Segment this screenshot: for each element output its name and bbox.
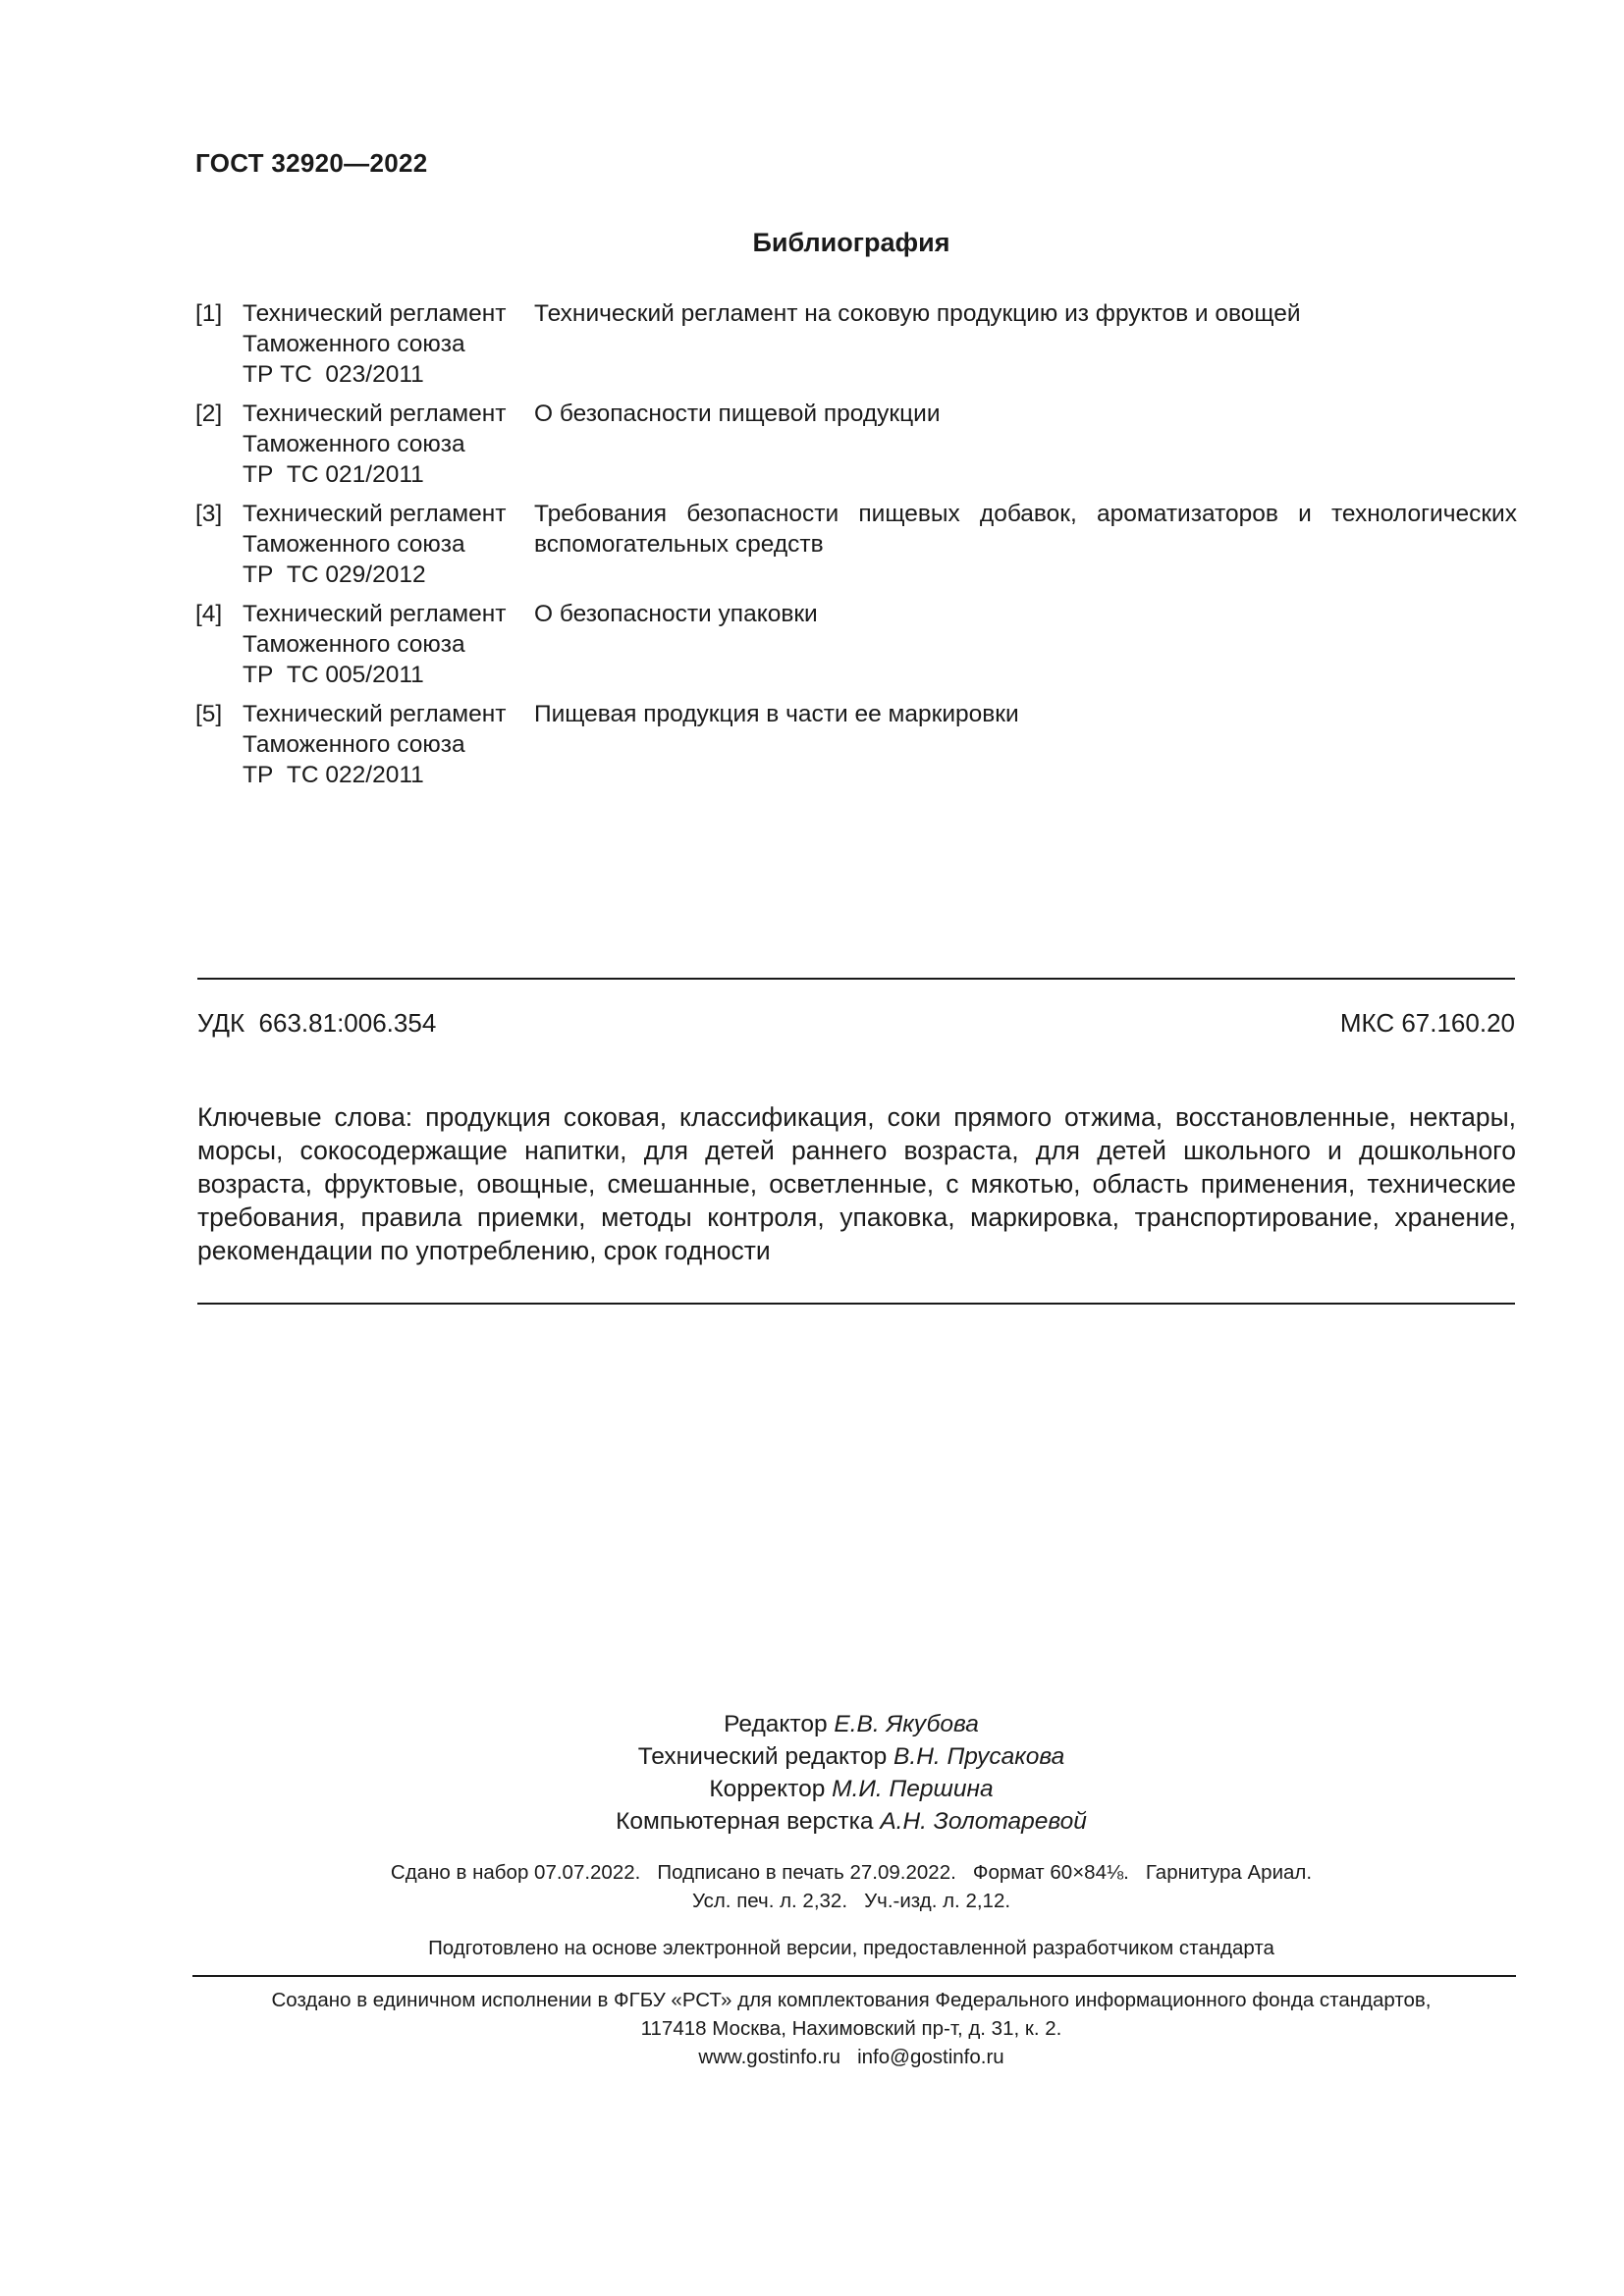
credit-name: А.Н. Золотаревой [880, 1808, 1087, 1835]
regulation-line: Таможенного союза [243, 631, 465, 658]
print-info [0, 1858, 1624, 1915]
regulation-code: ТР ТС 029/2012 [243, 561, 426, 588]
publisher-info [0, 1986, 1624, 2071]
entry-regulation [243, 699, 534, 790]
bibliography-entry [195, 499, 1517, 590]
credit-name: М.И. Першина [832, 1776, 994, 1802]
credit-name: В.Н. Прусакова [893, 1743, 1065, 1770]
regulation-line: Таможенного союза [243, 431, 465, 457]
bibliography-entry [195, 699, 1517, 790]
regulation-code: ТР ТС 005/2011 [243, 662, 424, 688]
entry-number: [2] [195, 400, 223, 427]
divider-top [197, 978, 1515, 980]
entry-title: О безопасности пищевой продукции [534, 400, 941, 427]
credit-role: Компьютерная верстка [616, 1808, 874, 1835]
regulation-line: Технический регламент [243, 400, 507, 427]
credits [0, 1708, 1624, 1838]
entry-number: [1] [195, 300, 223, 327]
regulation-line: Технический регламент [243, 601, 507, 627]
entry-number: [5] [195, 701, 223, 727]
entry-regulation [243, 499, 534, 590]
regulation-code: ТР ТС 022/2011 [243, 762, 424, 788]
entry-title: Технический регламент на соковую продукцию из фруктов и овощей [534, 300, 1301, 327]
regulation-line: Таможенного союза [243, 731, 465, 758]
credit-name: Е.В. Якубова [834, 1711, 979, 1737]
publisher-address: 117418 Москва, Нахимовский пр-т, д. 31, к. 2. [640, 2017, 1062, 2040]
divider-publisher [192, 1975, 1516, 1977]
divider-bottom [197, 1303, 1515, 1305]
credit-line [0, 1708, 1624, 1740]
entry-title: Пищевая продукция в части ее маркировки [534, 701, 1019, 727]
keywords: Ключевые слова: продукция соковая, классификация, соки прямого отжима, восстановленные, нектары, морсы, сокосодержащие напитки, для детей раннего возраста, для детей школьного и дошкольного возраста, фруктовые, овощные, смешанные, осветленные, с мякотью, область применения, технические требования, правила приемки, методы контроля, упаковка, маркировка, транспортирование, хранение, рекомендации по употреблению, срок годности [197, 1102, 1516, 1265]
credit-line [0, 1740, 1624, 1773]
regulation-line: Технический регламент [243, 501, 507, 527]
regulation-code: ТР ТС 021/2011 [243, 461, 424, 488]
regulation-line: Таможенного союза [243, 531, 465, 558]
credit-role: Редактор [724, 1711, 828, 1737]
entry-regulation [243, 399, 534, 490]
regulation-line: Технический регламент [243, 300, 507, 327]
entry-title: Требования безопасности пищевых добавок, ароматизаторов и технологических вспомогательных средств [534, 501, 1517, 558]
bibliography-entry [195, 599, 1517, 690]
bibliography-title: Библиография [752, 228, 950, 257]
bibliography-entry [195, 298, 1517, 390]
credit-role: Технический редактор [637, 1743, 888, 1770]
credit-line [0, 1805, 1624, 1838]
mks-code: МКС 67.160.20 [1339, 1008, 1515, 1038]
entry-number: [4] [195, 601, 223, 627]
prepared-note: Подготовлено на основе электронной версии, предоставленной разработчиком стандарта [428, 1937, 1274, 1959]
credit-role: Корректор [709, 1776, 826, 1802]
standard-id: ГОСТ 32920—2022 [195, 148, 428, 178]
regulation-line: Таможенного союза [243, 331, 465, 357]
regulation-line: Технический регламент [243, 701, 507, 727]
publisher-links[interactable]: www.gostinfo.ru info@gostinfo.ru [698, 2046, 1004, 2068]
entry-title: О безопасности упаковки [534, 601, 818, 627]
entry-number: [3] [195, 501, 223, 527]
print-info-line: Усл. печ. л. 2,32. Уч.-изд. л. 2,12. [691, 1890, 1011, 1912]
bibliography-entry [195, 399, 1517, 490]
print-info-line: Сдано в набор 07.07.2022. Подписано в печать 27.09.2022. Формат 60×84⅛. Гарнитура Ариал. [390, 1861, 1313, 1884]
entry-regulation [243, 298, 534, 390]
udk-code: УДК 663.81:006.354 [197, 1008, 437, 1038]
credit-line [0, 1773, 1624, 1805]
publisher-line: Создано в единичном исполнении в ФГБУ «РСТ» для комплектования Федерального информационного фонда стандартов, [271, 1989, 1432, 2011]
regulation-code: ТР ТС 023/2011 [243, 361, 424, 388]
entry-regulation [243, 599, 534, 690]
bibliography-list [195, 298, 1517, 799]
